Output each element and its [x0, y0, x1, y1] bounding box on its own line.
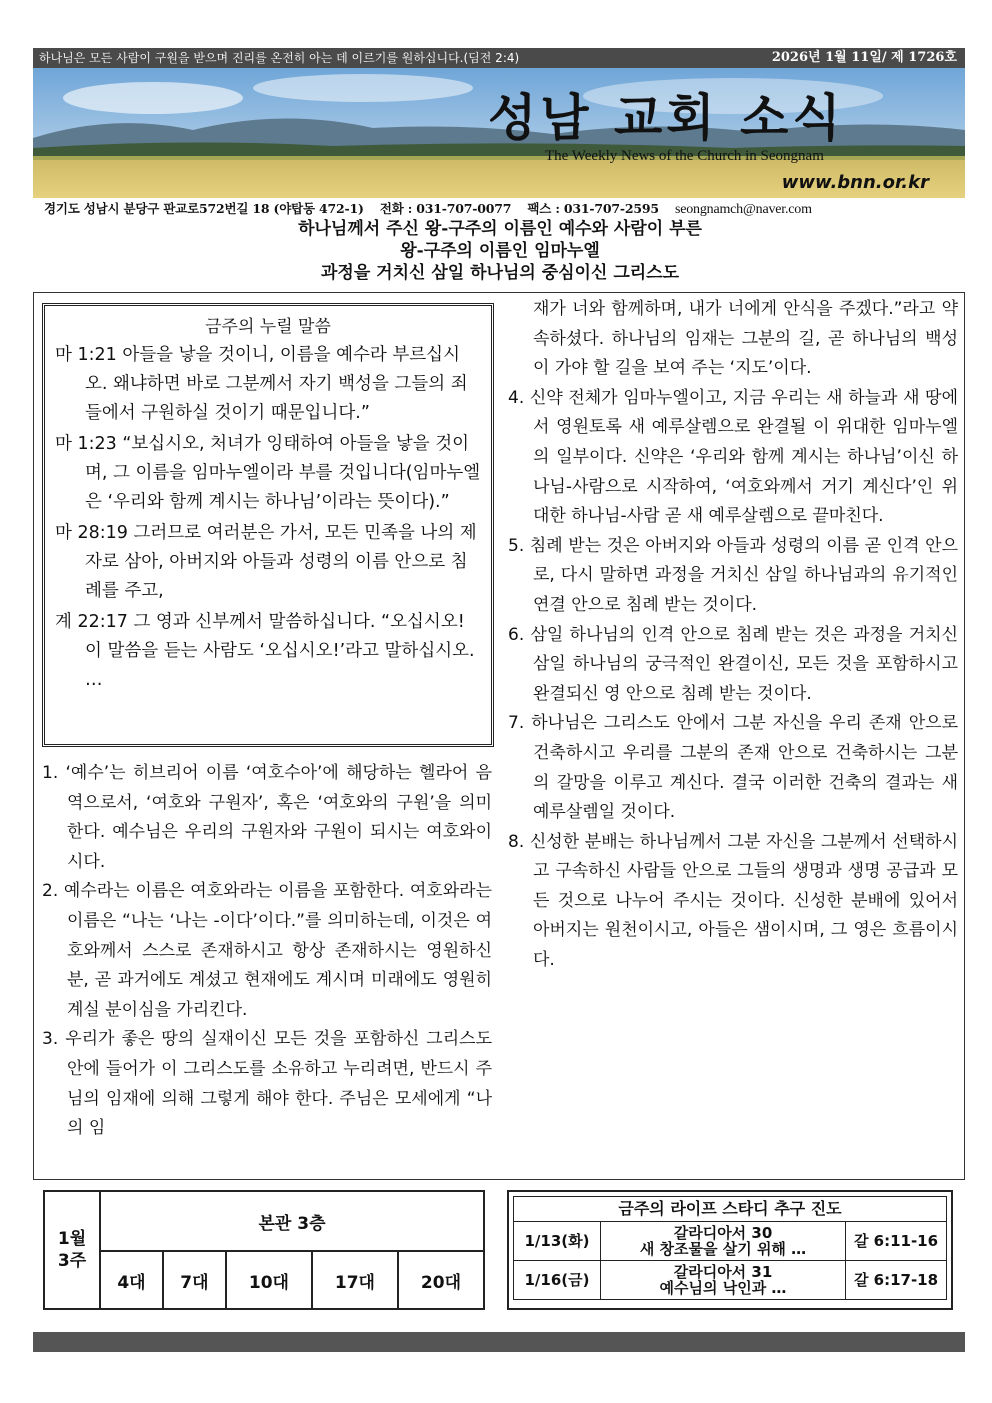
point-7: 7. 하나님은 그리스도 안에서 그분 자신을 우리 존재 안으로 건축하시고 우리를 그분의 존재 안으로 건축하시는 그분의 갈망을 이루고 계신다. 결국 이러한 건축의 결과는 새 예루살렘일 것이다. — [508, 713, 958, 823]
location-cell: 본관 3층 — [100, 1191, 484, 1251]
main-content — [33, 292, 965, 1180]
point-1: 1. ‘예수’는 히브리어 이름 ‘여호수아’에 해당하는 헬라어 음역으로서, ‘여호와 구원자’, 혹은 ‘여호와의 구원’을 의미한다. 예수님은 우리의 구원자와 구원이 되시는 여호와이시다. — [42, 763, 492, 872]
fax-text: 팩스 : 031-707-2595 — [527, 201, 659, 216]
motto-text: 하나님은 모든 사람이 구원을 받으며 진리를 온전히 아는 데 이르기를 원하십니다.(딤전 2:4) — [39, 51, 520, 65]
website-link[interactable]: www.bnn.or.kr — [781, 172, 929, 193]
verse-item: 마 1:21 아들을 낳을 것이니, 이름을 예수라 부르십시오. 왜냐하면 바로 그분께서 자기 백성을 그들의 죄들에서 구원하실 것이기 때문입니다.” — [55, 345, 468, 423]
week-cell: 1월 3주 — [44, 1191, 100, 1309]
group-cell: 4대 — [100, 1251, 163, 1309]
headline-line-3: 과정을 거치신 삼일 하나님의 중심이신 그리스도 — [320, 263, 680, 283]
study-reference: 갈 6:11-16 — [846, 1222, 947, 1261]
table-row — [514, 1261, 947, 1300]
newsletter-subtitle: The Weekly News of the Church in Seongnam — [545, 148, 824, 164]
headline — [60, 218, 940, 284]
study-topic — [601, 1261, 846, 1300]
group-cell: 17대 — [312, 1251, 398, 1309]
address-text: 경기도 성남시 분당구 판교로572번길 18 (야탑동 472-1) — [44, 201, 364, 216]
life-study-box — [507, 1190, 953, 1310]
point-6: 6. 삼일 하나님의 인격 안으로 침례 받는 것은 과정을 거치신 삼일 하나님의 궁극적인 완결이신, 모든 것을 포함하시고 완결되신 영 안으로 침례 받는 것이다. — [508, 624, 958, 704]
point-8: 8. 신성한 분배는 하나님께서 그분 자신을 그분께서 선택하시고 구속하신 사람들 안으로 그들의 생명과 생명 공급과 모든 것으로 나누어 주시는 것이다. 신성한 분배에 있어서 아버지는 원천이시고, 아들은 샘이시며, 그 영은 흐름이시다. — [508, 831, 958, 971]
right-column — [508, 295, 958, 976]
study-subtitle: 새 창조물을 살기 위해 … — [639, 1240, 807, 1258]
verse-item: 계 22:17 그 영과 신부께서 말씀하십니다. “오십시오! 이 말씀을 듣는 사람도 ‘오십시오!’라고 말하십시오. … — [55, 612, 475, 690]
life-study-title: 금주의 라이프 스타디 추구 진도 — [514, 1197, 947, 1222]
email-link[interactable]: seongnamch@naver.com — [675, 202, 812, 217]
life-study-table — [513, 1196, 947, 1300]
meeting-schedule-table — [43, 1190, 485, 1310]
verse-item: 마 28:19 그러므로 여러분은 가서, 모든 민족을 나의 제자로 삼아, 아버지와 아들과 성령의 이름 안으로 침례를 주고, — [55, 523, 477, 601]
point-2: 2. 예수라는 이름은 여호와라는 이름을 포함한다. 여호와라는 이름은 “나는 ‘나는 -이다’이다.”를 의미하는데, 이것은 여호와께서 스스로 존재하시고 항상 존재하시는 영원하신 분, 곧 과거에도 계셨고 현재에도 계시며 미래에도 영원히 계실 분이심을 가리킨다. — [42, 881, 492, 1020]
contact-line — [44, 199, 959, 218]
study-date: 1/16(금) — [514, 1261, 601, 1300]
point-4: 4. 신약 전체가 임마누엘이고, 지금 우리는 새 하늘과 새 땅에서 영원토록 새 예루살렘으로 완결될 이 위대한 임마누엘의 일부이다. 신약은 ‘우리와 함께 계시는 하나님’이신 하나님-사람으로 시작하여, ‘여호와께서 거기 계신다’인 위대한 하나님-사람 곧 새 예루살렘으로 끝마친다. — [508, 387, 958, 527]
point-3: 3. 우리가 좋은 땅의 실재이신 모든 것을 포함하신 그리스도 안에 들어가 이 그리스도를 소유하고 누리려면, 반드시 주님의 임재에 의해 그렇게 해야 한다. 주님은 모세에게 “나의 임 — [42, 1029, 492, 1139]
table-row — [514, 1222, 947, 1261]
issue-info: 2026년 1월 11일/ 제 1726호 — [771, 50, 957, 65]
headline-line-1: 하나님께서 주신 왕-구주의 이름인 예수와 사람이 부른 — [298, 219, 702, 239]
phone-text: 전화 : 031-707-0077 — [379, 201, 512, 216]
masthead-banner — [33, 68, 965, 198]
study-subtitle: 예수님의 낙인과 … — [659, 1279, 787, 1297]
footer-bar — [33, 1332, 965, 1352]
point-5: 5. 침례 받는 것은 아버지와 아들과 성령의 이름 곧 인격 안으로, 다시 말하면 과정을 거치신 삼일 하나님과의 유기적인 연결 안으로 침례 받는 것이다. — [508, 535, 958, 615]
verses-title: 금주의 누릴 말씀 — [205, 317, 331, 337]
headline-line-2: 왕-구주의 이름인 임마누엘 — [400, 241, 600, 261]
point-3-continued: 재가 너와 함께하며, 내가 너에게 안식을 주겠다.”라고 약속하셨다. 하나님의 임재는 그분의 길, 곧 하나님의 백성이 가야 할 길을 보여 주는 ‘지도’이다. — [533, 299, 958, 379]
newsletter-title: 성남 교회 소식 — [488, 89, 845, 147]
study-book: 갈라디아서 30 — [673, 1224, 773, 1242]
group-cell: 7대 — [163, 1251, 226, 1309]
group-cell: 10대 — [226, 1251, 312, 1309]
study-book: 갈라디아서 31 — [673, 1263, 773, 1281]
group-cell: 20대 — [398, 1251, 484, 1309]
study-date: 1/13(화) — [514, 1222, 601, 1261]
verses-box — [42, 303, 494, 747]
study-topic — [601, 1222, 846, 1261]
study-reference: 갈 6:17-18 — [846, 1261, 947, 1300]
top-bar — [33, 48, 965, 68]
left-column — [42, 759, 492, 1144]
verse-item: 마 1:23 “보십시오, 처녀가 잉태하여 아들을 낳을 것이며, 그 이름을 임마누엘이라 부를 것입니다(임마누엘은 ‘우리와 함께 계시는 하나님’이라는 뜻이다).” — [55, 434, 481, 512]
